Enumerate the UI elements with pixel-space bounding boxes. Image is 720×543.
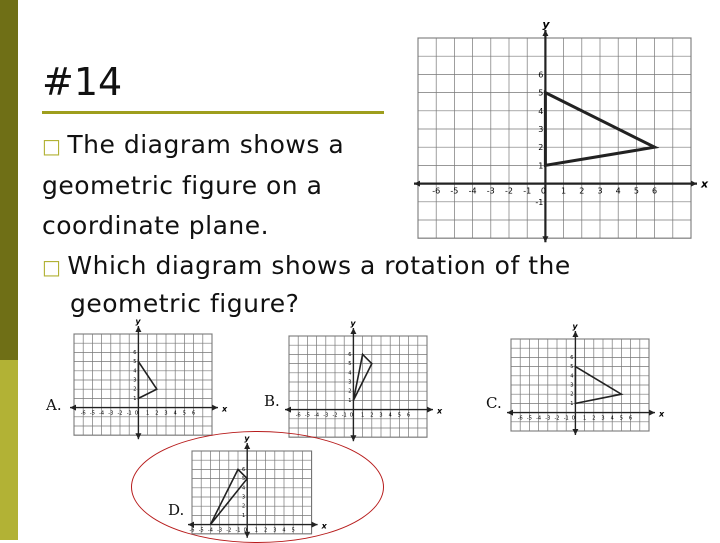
x-tick-label: 6 [629,415,633,422]
x-tick-label: 6 [652,186,658,196]
option-d-graph [188,434,338,534]
x-arrow-icon [70,405,76,411]
y-tick-label: 6 [538,70,544,80]
x-arrow-icon [507,410,513,416]
y-tick-label: -1 [535,197,544,207]
x-tick-label: -1 [126,410,132,417]
y-axis-label: y [572,322,578,331]
option-b-graph [285,319,455,434]
x-arrow-icon [649,410,655,416]
y-tick-label: 6 [348,351,352,358]
x-tick-label: -3 [323,412,329,419]
x-axis-label: x [321,521,327,531]
x-tick-label: 0 [540,186,546,196]
y-tick-label: 3 [570,382,574,389]
x-arrow-icon [414,181,420,187]
x-tick-label: 5 [182,410,186,417]
text-line-4 [42,251,571,280]
y-arrow-icon [572,331,578,337]
y-tick-label: 1 [133,395,137,402]
grid-border [189,451,312,534]
x-arrow-icon [427,407,433,413]
grid-border [289,336,427,437]
x-tick-label: 2 [264,527,268,534]
y-arrow-icon [244,443,250,449]
x-tick-label: 4 [615,186,621,196]
x-tick-label: -5 [450,186,459,196]
text-line-3: coordinate plane. [42,211,270,240]
x-arrow-icon [691,181,697,187]
y-arrow-icon [350,435,356,441]
text-line-1 [42,130,344,159]
x-tick-label: 3 [601,415,605,422]
x-tick-label: -4 [99,410,105,417]
y-tick-label: 5 [348,361,352,368]
y-arrow-icon [350,328,356,334]
y-tick-label: 2 [133,386,137,393]
x-tick-label: 1 [561,186,567,196]
x-tick-label: 0 [571,415,575,422]
x-tick-label: -4 [314,412,320,419]
grid [285,319,443,441]
y-tick-label: 2 [242,503,246,510]
x-tick-label: -2 [117,410,123,417]
y-tick-label: 4 [538,106,544,116]
sidebar-light-band [0,360,18,540]
y-axis-label: y [244,434,250,443]
x-tick-label: -6 [189,527,195,534]
x-tick-label: 0 [134,410,138,417]
bullet-icon: □ [42,255,62,279]
x-tick-label: -1 [523,186,532,196]
y-tick-label: 5 [570,364,574,371]
x-tick-label: 4 [610,415,614,422]
option-d-label[interactable]: D. [168,501,185,519]
x-tick-label: 1 [583,415,587,422]
y-tick-label: 3 [133,377,137,384]
x-tick-label: -6 [295,412,301,419]
x-tick-label: 1 [146,410,150,417]
y-tick-label: 1 [348,397,352,404]
x-tick-label: -6 [432,186,441,196]
grid [414,18,709,242]
grid-border [74,334,212,435]
x-tick-label: 0 [349,412,353,419]
line-text: The diagram shows a [67,130,345,159]
y-arrow-icon [135,326,141,332]
x-axis-label: x [222,404,228,414]
main-coordinate-graph [412,18,712,222]
x-tick-label: 4 [173,410,177,417]
x-tick-label: -5 [304,412,310,419]
y-tick-label: 2 [538,143,544,153]
x-tick-label: 5 [619,415,623,422]
x-tick-label: 3 [379,412,383,419]
x-arrow-icon [312,522,318,528]
y-arrow-icon [135,433,141,439]
x-tick-label: -6 [517,415,523,422]
y-axis-label: y [135,317,141,326]
y-tick-label: 5 [242,476,246,483]
y-tick-label: 4 [133,368,137,375]
slide-sidebar [0,0,18,540]
x-tick-label: 3 [164,410,168,417]
y-tick-label: 6 [242,466,246,473]
option-c-graph [507,322,677,433]
x-tick-label: 1 [361,412,365,419]
x-tick-label: -2 [554,415,560,422]
x-axis-label: x [437,406,443,416]
option-b-label[interactable]: B. [264,392,280,410]
x-tick-label: 2 [370,412,374,419]
y-axis-label: y [542,18,550,31]
slide-title: #14 [42,60,123,104]
x-tick-label: 3 [597,186,603,196]
y-arrow-icon [572,429,578,435]
x-arrow-icon [285,407,291,413]
y-tick-label: 3 [348,379,352,386]
x-tick-label: 5 [633,186,639,196]
sidebar-dark-band [0,0,18,360]
y-tick-label: 6 [133,349,137,356]
grid [188,434,328,538]
y-tick-label: 2 [348,388,352,395]
y-tick-label: 3 [242,494,246,501]
y-tick-label: 5 [538,88,544,98]
x-tick-label: 2 [155,410,159,417]
x-arrow-icon [212,405,218,411]
x-tick-label: -6 [80,410,86,417]
x-tick-label: -5 [526,415,532,422]
x-axis-label: x [701,177,709,191]
grid [507,322,665,435]
x-tick-label: -1 [235,527,241,534]
x-tick-label: -4 [207,527,213,534]
x-tick-label: 5 [291,527,295,534]
x-tick-label: 6 [192,410,196,417]
y-tick-label: 1 [570,400,574,407]
x-tick-label: -4 [536,415,542,422]
x-tick-label: -3 [486,186,495,196]
x-tick-label: -1 [341,412,347,419]
x-tick-label: -3 [545,415,551,422]
x-axis-label: x [659,409,665,419]
x-tick-label: -4 [468,186,477,196]
x-tick-label: 4 [388,412,392,419]
line-text: Which diagram shows a rotation of the [67,251,571,280]
y-tick-label: 4 [570,373,574,380]
x-tick-label: 6 [407,412,411,419]
x-tick-label: -2 [505,186,513,196]
x-tick-label: 5 [397,412,401,419]
x-tick-label: -3 [108,410,114,417]
x-tick-label: -5 [89,410,95,417]
title-underline [42,111,384,114]
y-tick-label: 3 [538,125,544,134]
text-line-5: geometric figure? [70,289,300,318]
y-tick-label: 6 [570,354,574,361]
x-tick-label: 3 [273,527,277,534]
grid-border [418,38,691,238]
x-tick-label: -1 [563,415,569,422]
y-axis-label: y [350,319,356,328]
grid [70,317,228,439]
y-tick-label: 5 [133,359,137,366]
x-tick-label: -5 [198,527,204,534]
y-arrow-icon [542,236,548,242]
y-tick-label: 4 [348,370,352,377]
y-tick-label: 1 [242,512,246,519]
x-tick-label: -2 [226,527,232,534]
x-tick-label: -3 [217,527,223,534]
y-tick-label: 4 [242,485,246,492]
option-c-label[interactable]: C. [486,394,502,412]
x-tick-label: 0 [243,527,247,534]
x-tick-label: -2 [332,412,338,419]
bullet-icon: □ [42,134,62,158]
text-line-2: geometric figure on a [42,171,323,200]
x-tick-label: 4 [282,527,286,534]
x-tick-label: 2 [592,415,596,422]
x-tick-label: 1 [254,527,258,534]
y-tick-label: 2 [570,391,574,398]
y-tick-label: 1 [538,161,544,171]
option-a-graph [68,317,238,434]
x-tick-label: 2 [579,186,585,196]
option-a-label[interactable]: A. [46,396,62,414]
